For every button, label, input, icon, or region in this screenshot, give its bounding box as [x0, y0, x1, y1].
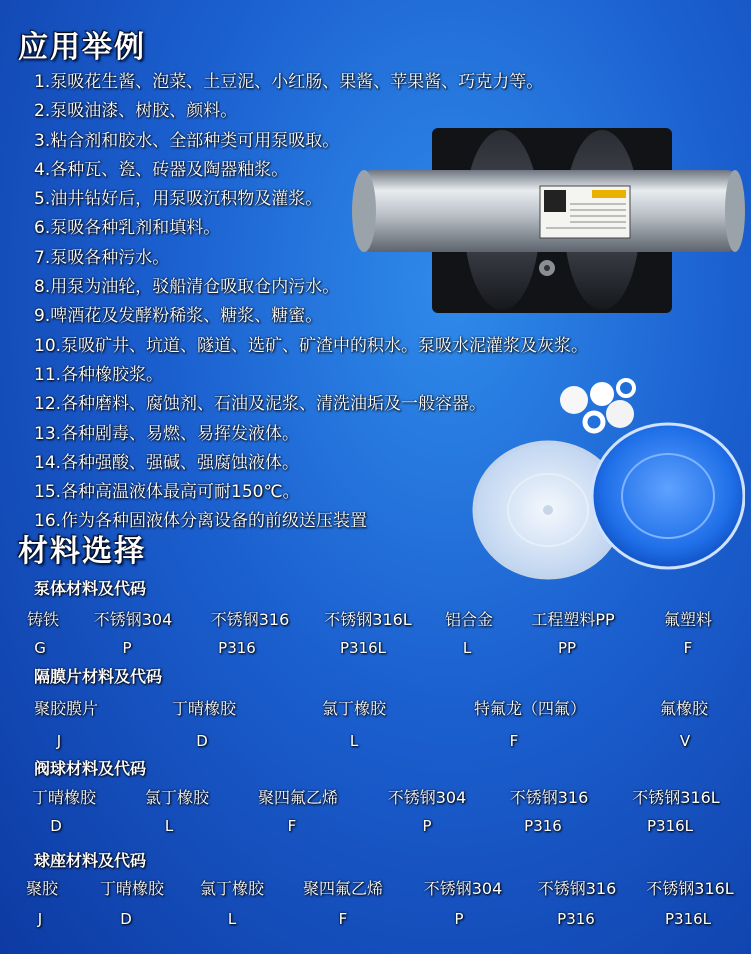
table-cell: 铝合金 — [444, 610, 494, 629]
table-cell: P316L — [646, 817, 694, 835]
table-cell: PP — [557, 639, 577, 657]
table-cell: 聚胶 — [25, 879, 59, 898]
list-item: 5.油井钻好后，用泵吸沉积物及灌浆。 — [34, 189, 323, 210]
table-cell: 氯丁橡胶 — [321, 699, 387, 718]
table-cell: J — [37, 910, 43, 928]
list-item: 13.各种剧毒、易燃、易挥发液体。 — [34, 423, 300, 444]
diaphragm-image — [470, 378, 745, 583]
table-cell: 丁晴橡胶 — [171, 699, 237, 718]
diaphragm-title: 隔膜片材料及代码 — [34, 667, 163, 686]
table-cell: P316L — [339, 639, 387, 657]
table-cell: 不锈钢316L — [632, 788, 720, 807]
table-cell: 氯丁橡胶 — [199, 879, 265, 898]
table-cell: 聚胶膜片 — [33, 699, 99, 718]
table-cell: 丁晴橡胶 — [31, 788, 97, 807]
applications-title: 应用举例 — [18, 30, 146, 65]
table-cell: F — [287, 817, 297, 835]
table-row — [0, 907, 751, 931]
table-cell: P316 — [557, 910, 595, 928]
table-row — [0, 729, 751, 753]
list-item: 1.泵吸花生酱、泡菜、土豆泥、小红肠、果酱、苹果酱、巧克力等。 — [34, 72, 544, 92]
table-cell: 工程塑料PP — [531, 610, 615, 629]
list-item: 9.啤酒花及发酵粉稀浆、糖浆、糖蜜。 — [34, 306, 323, 327]
list-item: 2.泵吸油漆、树胶、颜料。 — [34, 101, 238, 122]
valve-seat-title: 球座材料及代码 — [34, 851, 147, 870]
list-item: 16.作为各种固液体分离设备的前级送压装置 — [34, 511, 368, 532]
table-cell: P316 — [524, 817, 562, 835]
table-cell: L — [227, 910, 237, 928]
materials-title: 材料选择 — [18, 534, 146, 569]
table-cell: 不锈钢316 — [537, 879, 617, 898]
table-row — [0, 608, 751, 632]
list-item: 10.泵吸矿井、坑道、隧道、选矿、矿渣中的积水。泵吸水泥灌浆及灰浆。 — [34, 335, 589, 356]
list-item: 6.泵吸各种乳剂和填料。 — [34, 218, 221, 239]
table-cell: P — [122, 639, 132, 657]
table-cell: 不锈钢304 — [93, 610, 173, 629]
list-item: 15.各种高温液体最高可耐150℃。 — [34, 482, 300, 503]
table-cell: 聚四氟乙烯 — [257, 788, 339, 807]
pump-image — [352, 128, 747, 313]
table-cell: 特氟龙（四氟） — [473, 699, 587, 718]
table-cell: J — [56, 732, 62, 750]
table-row — [0, 814, 751, 838]
table-cell: F — [683, 639, 693, 657]
table-cell: L — [462, 639, 472, 657]
table-cell: 不锈钢316L — [324, 610, 412, 629]
table-cell: D — [196, 732, 208, 750]
table-cell: 不锈钢316 — [210, 610, 290, 629]
list-item: 14.各种强酸、强碱、强腐蚀液体。 — [34, 452, 300, 473]
list-item: 8.用泵为油轮，驳船清仓吸取仓内污水。 — [34, 277, 340, 298]
table-cell: 氟橡胶 — [659, 699, 709, 718]
table-cell: 丁晴橡胶 — [99, 879, 165, 898]
list-item: 3.粘合剂和胶水、全部种类可用泵吸取。 — [34, 130, 340, 151]
list-item: 12.各种磨料、腐蚀剂、石油及泥浆、清洗油垢及一般容器。 — [34, 394, 487, 415]
table-cell: 氯丁橡胶 — [144, 788, 210, 807]
list-item: 11.各种橡胶浆。 — [34, 364, 164, 385]
table-cell: 不锈钢316 — [509, 788, 589, 807]
table-cell: 不锈钢304 — [423, 879, 503, 898]
valve-ball-title: 阀球材料及代码 — [34, 759, 147, 778]
table-cell: P — [454, 910, 464, 928]
table-cell: 聚四氟乙烯 — [302, 879, 384, 898]
table-cell: P — [422, 817, 432, 835]
table-cell: 铸铁 — [26, 610, 60, 629]
table-cell: F — [509, 732, 519, 750]
table-row — [0, 786, 751, 810]
list-item: 4.各种瓦、瓷、砖器及陶器釉浆。 — [34, 159, 289, 180]
table-row — [0, 636, 751, 660]
table-cell: V — [679, 732, 691, 750]
table-row — [0, 697, 751, 721]
table-cell: P316 — [218, 639, 256, 657]
table-cell: 氟塑料 — [663, 610, 713, 629]
pump-body-title: 泵体材料及代码 — [34, 579, 147, 598]
table-cell: 不锈钢316L — [646, 879, 734, 898]
table-cell: F — [338, 910, 348, 928]
table-cell: L — [349, 732, 359, 750]
table-cell: 不锈钢304 — [387, 788, 467, 807]
table-cell: P316L — [664, 910, 712, 928]
table-cell: D — [50, 817, 62, 835]
table-row — [0, 877, 751, 901]
table-cell: G — [34, 639, 46, 657]
table-cell: D — [120, 910, 132, 928]
table-cell: L — [164, 817, 174, 835]
list-item: 7.泵吸各种污水。 — [34, 247, 170, 268]
